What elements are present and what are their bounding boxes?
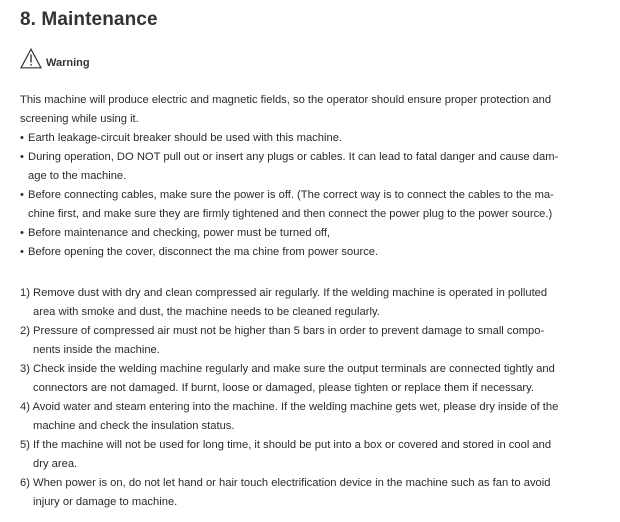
step-text: 2) Pressure of compressed air must not be higher than 5 bars in order to prevent damage to small compo-	[20, 325, 545, 337]
bullet-text: chine first, and make sure they are firmly tightened and then connect the power plug to the power source.)	[28, 208, 553, 220]
bullet-text: During operation, DO NOT pull out or insert any plugs or cables. It can lead to fatal danger and cause dam-	[28, 151, 559, 163]
maintenance-steps-list	[20, 284, 600, 512]
step-item	[20, 436, 600, 474]
step-text: nents inside the machine.	[33, 344, 160, 356]
step-text: machine and check the insulation status.	[33, 420, 235, 432]
bullet-text: Before connecting cables, make sure the power is off. (The correct way is to connect the cables to the ma-	[28, 189, 554, 201]
step-item	[20, 360, 600, 398]
step-text: 5) If the machine will not be used for long time, it should be put into a box or covered and stored in cool and	[20, 439, 552, 451]
step-item	[20, 284, 600, 322]
step-item	[20, 474, 600, 512]
warning-triangle-icon	[20, 48, 42, 69]
warning-label: Warning	[46, 57, 90, 69]
step-text: connectors are not damaged. If burnt, loose or damaged, please tighten or replace them if necessary.	[33, 382, 535, 394]
step-text: area with smoke and dust, the machine needs to be cleaned regularly.	[33, 306, 380, 318]
bullet-item	[20, 186, 600, 224]
step-text: injury or damage to machine.	[33, 496, 178, 508]
safety-bullet-list	[20, 129, 600, 262]
bullet-text: Earth leakage-circuit breaker should be used with this machine.	[28, 132, 343, 144]
intro-line: screening while using it.	[20, 113, 139, 125]
bullet-dot: •	[20, 189, 24, 201]
step-text: dry area.	[33, 458, 78, 470]
bullet-item	[20, 148, 600, 186]
step-text: 6) When power is on, do not let hand or hair touch electrification device in the machine such as fan to avoid	[20, 477, 551, 489]
step-text: 1) Remove dust with dry and clean compressed air regularly. If the welding machine is operated in polluted	[20, 287, 548, 299]
bullet-dot: •	[20, 246, 24, 258]
step-item	[20, 398, 600, 436]
step-item	[20, 322, 600, 360]
section-title: 8. Maintenance	[20, 9, 158, 30]
bullet-dot: •	[20, 151, 24, 163]
bullet-text: age to the machine.	[28, 170, 127, 182]
bullet-text: Before opening the cover, disconnect the ma chine from power source.	[28, 246, 379, 258]
bullet-dot: •	[20, 227, 24, 239]
bullet-item	[20, 129, 600, 148]
warning-heading	[20, 45, 90, 69]
bullet-text: Before maintenance and checking, power must be turned off,	[28, 227, 331, 239]
intro-line: This machine will produce electric and magnetic fields, so the operator should ensure proper protection and	[20, 94, 552, 106]
step-text: 4) Avoid water and steam entering into the machine. If the welding machine gets wet, please dry inside of the	[20, 401, 559, 413]
bullet-item	[20, 224, 600, 243]
bullet-dot: •	[20, 132, 24, 144]
bullet-item	[20, 243, 600, 262]
step-text: 3) Check inside the welding machine regularly and make sure the output terminals are connected tightly and	[20, 363, 555, 375]
intro-paragraph	[20, 91, 600, 129]
